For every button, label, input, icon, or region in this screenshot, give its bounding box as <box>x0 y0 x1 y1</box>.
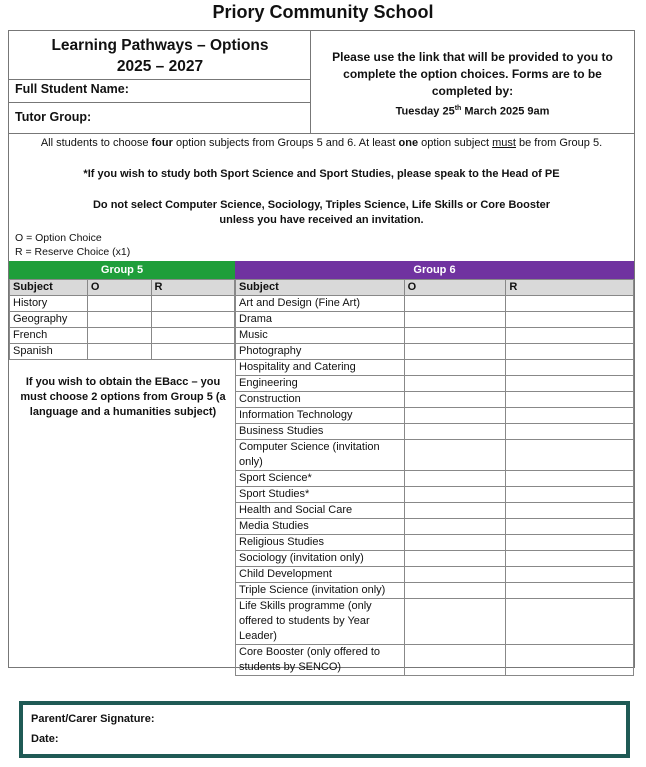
subject-cell <box>236 599 405 645</box>
table-row <box>236 503 634 519</box>
table-row <box>10 328 235 344</box>
reserve-choice-cell[interactable] <box>151 312 235 328</box>
instr-four: four <box>151 137 173 149</box>
invitation-note <box>9 198 634 228</box>
option-choice-cell[interactable] <box>404 312 506 328</box>
subject-cell <box>236 551 405 567</box>
subject-label: Photography <box>239 345 302 357</box>
col-option: O <box>87 280 151 296</box>
subject-cell <box>236 408 405 424</box>
table-row <box>236 344 634 360</box>
completion-message: Please use the link that will be provided to you to complete the option choices. Forms are to be completed by: <box>332 50 613 98</box>
table-row <box>236 487 634 503</box>
table-row <box>236 360 634 376</box>
subject-label: Child Development <box>239 568 332 580</box>
table-row <box>236 471 634 487</box>
table-row <box>236 599 634 645</box>
subject-cell <box>236 471 405 487</box>
subject-cell <box>236 376 405 392</box>
reserve-choice-cell[interactable] <box>506 471 634 487</box>
subject-cell <box>236 344 405 360</box>
subject-cell <box>236 503 405 519</box>
option-choice-cell[interactable] <box>87 312 151 328</box>
option-choice-cell[interactable] <box>404 645 506 676</box>
parent-signature-field[interactable]: Parent/Carer Signature: <box>31 713 155 725</box>
instr-one: one <box>398 137 419 149</box>
reserve-choice-cell[interactable] <box>506 360 634 376</box>
form-title <box>9 35 311 77</box>
reserve-choice-cell[interactable] <box>506 440 634 471</box>
options-form <box>8 30 635 673</box>
subject-label: Art and Design (Fine Art) <box>239 297 361 309</box>
reserve-choice-cell[interactable] <box>151 344 235 360</box>
table-row <box>236 645 634 676</box>
reserve-choice-cell[interactable] <box>506 312 634 328</box>
header-right <box>311 31 634 134</box>
group5-table <box>9 279 235 360</box>
reserve-choice-cell[interactable] <box>506 519 634 535</box>
subject-cell <box>236 535 405 551</box>
reserve-choice-cell[interactable] <box>151 296 235 312</box>
subject-cell <box>236 392 405 408</box>
legend-option: O = Option Choice <box>15 232 102 244</box>
col-subject: Subject <box>10 280 88 296</box>
reserve-choice-cell[interactable] <box>506 392 634 408</box>
subject-cell <box>236 296 405 312</box>
subject-label: Music <box>239 329 268 341</box>
option-choice-cell[interactable] <box>87 328 151 344</box>
subject-label: Leader) <box>239 630 277 642</box>
tutor-group-field[interactable]: Tutor Group: <box>15 110 92 124</box>
subject-label: Sport Science* <box>239 472 312 484</box>
reserve-choice-cell[interactable] <box>506 583 634 599</box>
signature-box <box>19 701 630 758</box>
table-row <box>236 376 634 392</box>
subject-label: Drama <box>239 313 273 325</box>
subject-cell: Spanish <box>10 344 88 360</box>
group5-header: Group 5 <box>9 261 235 279</box>
reserve-choice-cell[interactable] <box>506 645 634 676</box>
subject-label: Sport Studies* <box>239 488 310 500</box>
subject-label: Engineering <box>239 377 298 389</box>
subject-label: Health and Social Care <box>239 504 353 516</box>
full-name-field[interactable]: Full Student Name: <box>9 79 311 103</box>
subject-cell <box>236 312 405 328</box>
subject-cell <box>236 519 405 535</box>
option-choice-cell[interactable] <box>404 599 506 645</box>
table-row <box>10 312 235 328</box>
deadline-suffix: th <box>454 105 462 112</box>
legend-reserve: R = Reserve Choice (x1) <box>15 246 131 258</box>
subject-cell <box>236 424 405 440</box>
table-row <box>236 296 634 312</box>
col-subject: Subject <box>236 280 405 296</box>
subject-label: Computer Science (invitation <box>239 441 380 453</box>
instr-text: be from Group 5. <box>515 137 603 149</box>
table-row <box>10 296 235 312</box>
option-choice-cell[interactable] <box>87 344 151 360</box>
table-row <box>236 440 634 471</box>
subject-label: students by SENCO) <box>239 661 342 673</box>
subject-label: offered to students by Year <box>239 615 370 627</box>
deadline-rest: March 2025 9am <box>461 105 550 118</box>
group6-table <box>235 279 634 676</box>
subject-label: Religious Studies <box>239 536 324 548</box>
option-choice-cell[interactable] <box>404 408 506 424</box>
reserve-choice-cell[interactable] <box>506 424 634 440</box>
form-title-line1: Learning Pathways – Options <box>51 37 269 54</box>
option-choice-cell[interactable] <box>404 471 506 487</box>
subject-label: Information Technology <box>239 409 353 421</box>
col-reserve: R <box>506 280 634 296</box>
subject-cell <box>236 583 405 599</box>
option-choice-cell[interactable] <box>404 360 506 376</box>
subject-cell <box>236 360 405 376</box>
school-name: Priory Community School <box>212 2 434 22</box>
table-row <box>236 567 634 583</box>
instr-text: All students to choose <box>40 137 152 149</box>
option-choice-cell[interactable] <box>404 376 506 392</box>
option-choice-cell[interactable] <box>404 328 506 344</box>
subject-cell <box>236 487 405 503</box>
table-row <box>236 583 634 599</box>
table-row <box>236 535 634 551</box>
reserve-choice-cell[interactable] <box>506 567 634 583</box>
option-choice-cell[interactable] <box>87 296 151 312</box>
subject-cell <box>236 440 405 471</box>
header-left <box>9 31 311 134</box>
table-row <box>236 519 634 535</box>
subject-label: Media Studies <box>239 520 309 532</box>
instruction-main <box>9 137 634 149</box>
reserve-choice-cell[interactable] <box>506 296 634 312</box>
table-row <box>10 344 235 360</box>
subject-cell: History <box>10 296 88 312</box>
subject-cell: Geography <box>10 312 88 328</box>
subject-cell <box>236 328 405 344</box>
subject-label: only) <box>239 456 263 468</box>
instr-must: must <box>492 137 516 149</box>
reserve-choice-cell[interactable] <box>506 535 634 551</box>
option-choice-cell[interactable] <box>404 424 506 440</box>
table-row <box>236 328 634 344</box>
col-option: O <box>404 280 506 296</box>
col-reserve: R <box>151 280 235 296</box>
option-choice-cell[interactable] <box>404 344 506 360</box>
instr-text: option subjects from Groups 5 and 6. At least <box>172 137 399 149</box>
option-choice-cell[interactable] <box>404 392 506 408</box>
reserve-choice-cell[interactable] <box>506 408 634 424</box>
ebacc-note: If you wish to obtain the EBacc – you must choose 2 options from Group 5 (a language and a humanities subject) <box>20 376 226 418</box>
reserve-choice-cell[interactable] <box>151 328 235 344</box>
option-choice-cell[interactable] <box>404 583 506 599</box>
option-choice-cell[interactable] <box>404 440 506 471</box>
invitation-note-line1: Do not select Computer Science, Sociology, Triples Science, Life Skills or Core Booster <box>92 199 551 211</box>
reserve-choice-cell[interactable] <box>506 599 634 645</box>
table-row <box>236 424 634 440</box>
option-choice-cell[interactable] <box>404 519 506 535</box>
reserve-choice-cell[interactable] <box>506 344 634 360</box>
reserve-choice-cell[interactable] <box>506 487 634 503</box>
reserve-choice-cell[interactable] <box>506 328 634 344</box>
subject-cell: French <box>10 328 88 344</box>
date-field[interactable]: Date: <box>31 733 59 745</box>
option-choice-cell[interactable] <box>404 487 506 503</box>
reserve-choice-cell[interactable] <box>506 503 634 519</box>
group6-header: Group 6 <box>235 261 634 279</box>
option-choice-cell[interactable] <box>404 503 506 519</box>
instr-text: option subject <box>418 137 493 149</box>
subject-label: Construction <box>239 393 301 405</box>
deadline <box>311 105 634 118</box>
sport-note: *If you wish to study both Sport Science and Sport Studies, please speak to the Head of PE <box>83 168 560 180</box>
table-row <box>236 408 634 424</box>
subject-label: Business Studies <box>239 425 324 437</box>
subject-cell <box>236 567 405 583</box>
subject-label: Core Booster (only offered to <box>239 646 381 658</box>
option-choice-cell[interactable] <box>404 535 506 551</box>
table-row <box>236 551 634 567</box>
subject-label: Sociology (invitation only) <box>239 552 364 564</box>
table-row <box>236 312 634 328</box>
deadline-day: Tuesday 25 <box>395 105 455 118</box>
reserve-choice-cell[interactable] <box>506 551 634 567</box>
reserve-choice-cell[interactable] <box>506 376 634 392</box>
subject-cell <box>236 645 405 676</box>
invitation-note-line2: unless you have received an invitation. <box>219 214 424 226</box>
table-row <box>236 392 634 408</box>
option-choice-cell[interactable] <box>404 296 506 312</box>
option-choice-cell[interactable] <box>404 567 506 583</box>
form-title-line2: 2025 – 2027 <box>116 58 204 75</box>
subject-label: Hospitality and Catering <box>239 361 356 373</box>
subject-label: Life Skills programme (only <box>239 600 372 612</box>
option-choice-cell[interactable] <box>404 551 506 567</box>
subject-label: Triple Science (invitation only) <box>239 584 386 596</box>
